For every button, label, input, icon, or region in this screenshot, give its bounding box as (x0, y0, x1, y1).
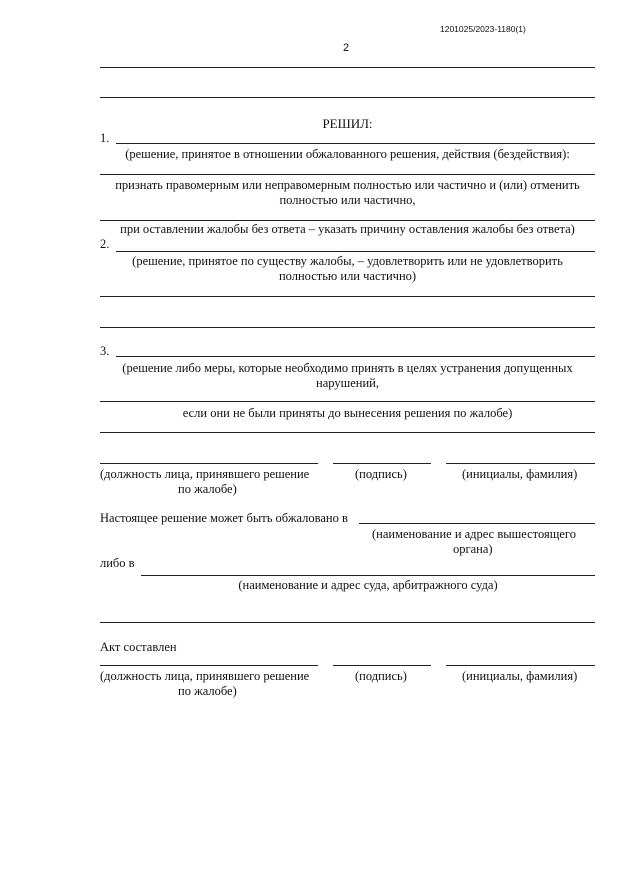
court-fill-line (141, 575, 595, 576)
name-caption: (инициалы, фамилия) (462, 669, 578, 683)
section-1-caption: признать правомерным или неправомерным полностью или частично и (или) отменить (115, 178, 580, 192)
position-caption: по жалобе) (178, 482, 237, 496)
section-2-number: 2. (100, 237, 110, 251)
court-caption: (наименование и адрес суда, арбитражного суда) (238, 578, 498, 592)
authority-caption: органа) (453, 542, 493, 556)
position-caption: (должность лица, принявшего решение (100, 669, 310, 683)
section-1-caption: (решение, принятое в отношении обжалованного решения, действия (бездействия): (125, 147, 570, 161)
signature-caption: (подпись) (355, 467, 407, 481)
blank-line (100, 67, 595, 68)
name-signature-line (446, 665, 595, 666)
section-1-fill-line (116, 143, 595, 144)
section-3-caption: нарушений, (316, 376, 379, 390)
or-text: либо в (100, 556, 135, 570)
section-2-caption: полностью или частично) (278, 269, 417, 283)
section-3-number: 3. (100, 344, 110, 358)
signature-line (333, 463, 431, 464)
blank-line (100, 401, 595, 402)
appeal-text: Настоящее решение может быть обжаловано в (100, 511, 348, 525)
name-caption: (инициалы, фамилия) (462, 467, 578, 481)
blank-line (100, 220, 595, 221)
position-signature-line (100, 463, 318, 464)
act-text: Акт составлен (100, 640, 177, 654)
section-2-fill-line (116, 251, 595, 252)
name-signature-line (446, 463, 595, 464)
section-1-caption: при оставлении жалобы без ответа – указать причину оставления жалобы без ответа) (120, 222, 575, 236)
section-2-caption: (решение, принятое по существу жалобы, – удовлетворить или не удовлетворить (132, 254, 563, 268)
section-1-caption: полностью или частично, (279, 193, 416, 207)
position-caption: по жалобе) (178, 684, 237, 698)
blank-line (100, 432, 595, 433)
section-3-fill-line (116, 356, 595, 357)
section-3-caption: если они не были приняты до вынесения решения по жалобе) (182, 406, 513, 420)
section-1-number: 1. (100, 131, 110, 145)
blank-line (100, 622, 595, 623)
section-3-caption: (решение либо меры, которые необходимо принять в целях устранения допущенных (122, 361, 573, 375)
blank-line (100, 327, 595, 328)
blank-line (100, 296, 595, 297)
document-id: 1201025/2023-1180(1) (440, 24, 526, 34)
authority-fill-line (359, 523, 595, 524)
blank-line (100, 97, 595, 98)
position-signature-line (100, 665, 318, 666)
page-title: РЕШИЛ: (322, 116, 373, 131)
signature-line (333, 665, 431, 666)
signature-caption: (подпись) (355, 669, 407, 683)
authority-caption: (наименование и адрес вышестоящего (372, 527, 576, 541)
page-number: 2 (343, 42, 350, 54)
blank-line (100, 174, 595, 175)
position-caption: (должность лица, принявшего решение (100, 467, 310, 481)
